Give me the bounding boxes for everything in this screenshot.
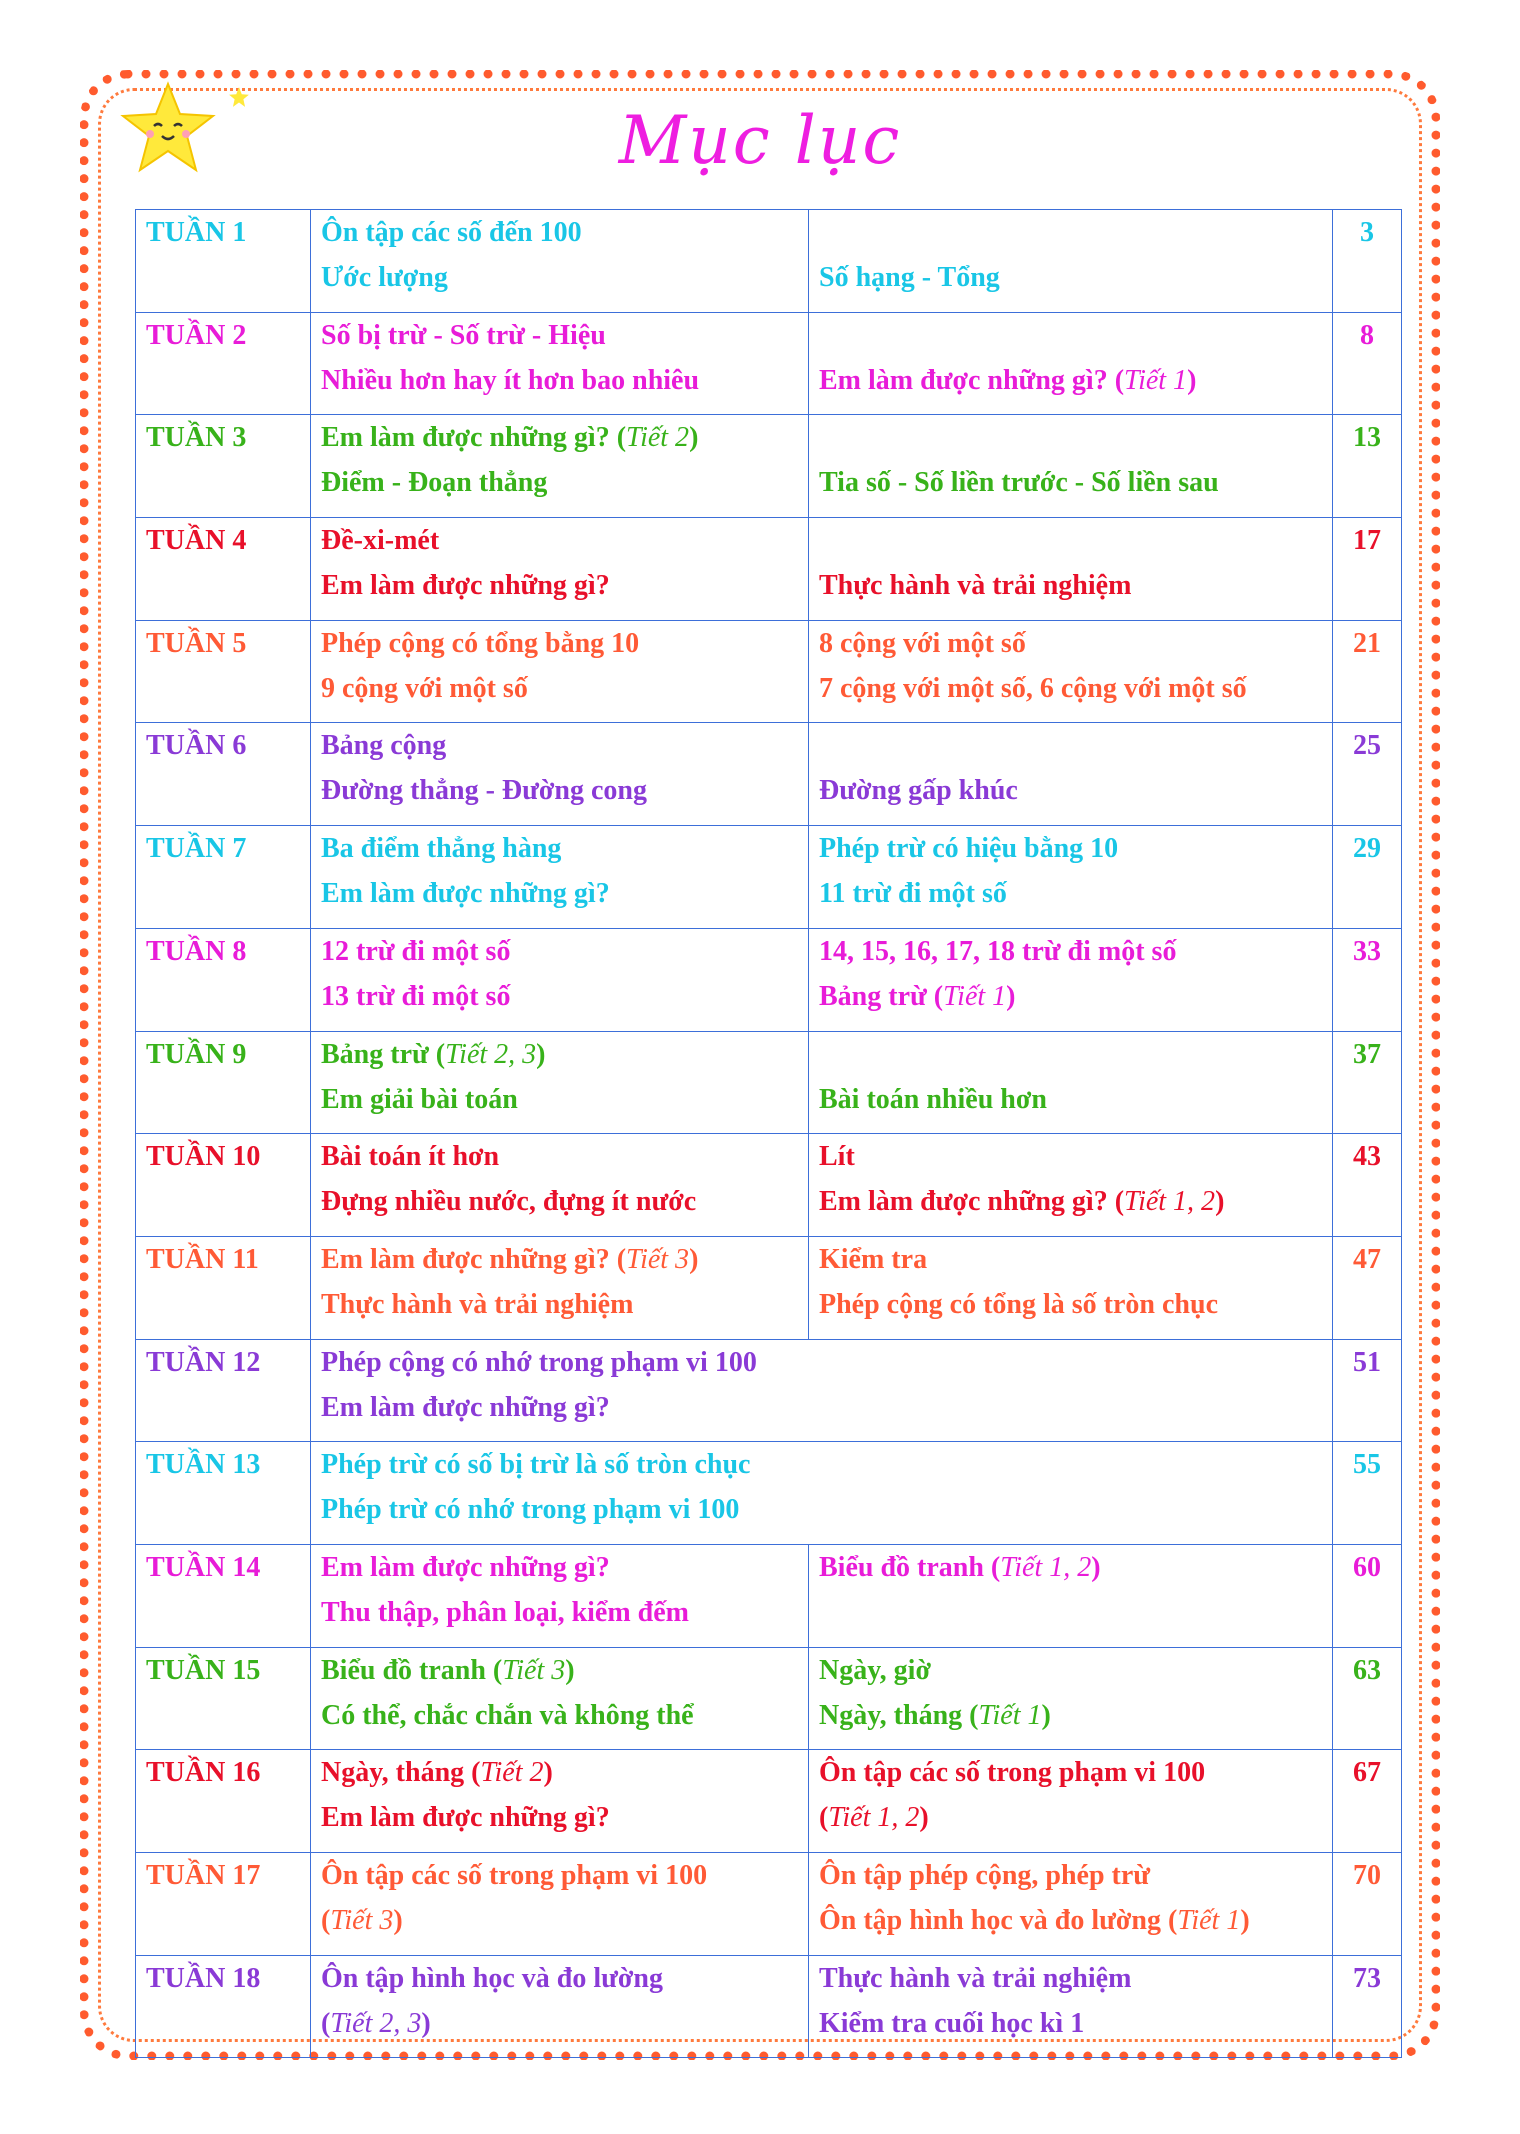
lesson-title: Em làm được những gì? (Tiết 1, 2): [819, 1186, 1225, 1218]
lesson-title: Ngày, tháng (Tiết 1): [819, 1699, 1051, 1731]
lesson-title: Phép trừ có hiệu bằng 10: [819, 833, 1119, 865]
toc-row: [136, 518, 1402, 621]
lesson-title-lesson-note: Tiết 2: [626, 422, 690, 454]
toc-row: [136, 1236, 1402, 1339]
lesson-title: Kiểm tra: [819, 1243, 928, 1275]
lesson-cell-right: [809, 1853, 1333, 1956]
lesson-cell-left: [311, 1031, 809, 1134]
lesson-cell-right: [809, 1544, 1333, 1647]
lesson-title: Em làm được những gì?: [321, 878, 610, 910]
toc-row: [136, 1544, 1402, 1647]
page-number: 43: [1333, 1134, 1402, 1237]
lesson-title: Ôn tập các số trong phạm vi 100: [321, 1860, 708, 1891]
page-number: 47: [1333, 1236, 1402, 1339]
page-number: 70: [1333, 1853, 1402, 1956]
lesson-title: (Tiết 2, 3): [321, 2007, 431, 2039]
lesson-title: 7 cộng với một số, 6 cộng với một số: [819, 672, 1247, 704]
lesson-cell-left: [311, 928, 809, 1031]
toc-row: [136, 415, 1402, 518]
week-label: TUẦN 12: [136, 1339, 311, 1442]
toc-row: [136, 826, 1402, 929]
lesson-title: Ôn tập các số đến 100: [321, 217, 582, 248]
lesson-title: Điểm - Đoạn thẳng: [321, 467, 548, 499]
lesson-title: 8 cộng với một số: [819, 627, 1026, 659]
week-label: TUẦN 15: [136, 1647, 311, 1750]
lesson-title: Em làm được những gì?: [321, 1391, 610, 1423]
page-number: 51: [1333, 1339, 1402, 1442]
lesson-title: Phép cộng có tổng bằng 10: [321, 627, 640, 659]
lesson-title: [819, 1590, 1322, 1635]
lesson-cell-left: [311, 210, 809, 313]
lesson-cell-left: [311, 620, 809, 723]
toc-row: [136, 1853, 1402, 1956]
lesson-title: Bài toán ít hơn: [321, 1141, 500, 1173]
lesson-title-lesson-note: Tiết 1: [1177, 1905, 1241, 1936]
lesson-cell-left: [311, 312, 809, 415]
week-label: TUẦN 8: [136, 928, 311, 1031]
lesson-title-lesson-note: Tiết 2, 3: [330, 2007, 422, 2039]
lesson-title: Em làm được những gì?: [321, 1551, 610, 1583]
page-number: 29: [1333, 826, 1402, 929]
toc-row: [136, 620, 1402, 723]
week-label: TUẦN 5: [136, 620, 311, 723]
lesson-title: Phép cộng có nhớ trong phạm vi 100: [321, 1346, 757, 1378]
toc-row: [136, 312, 1402, 415]
lesson-cell-left: [311, 826, 809, 929]
toc-row: [136, 1339, 1402, 1442]
lesson-title: Biểu đồ tranh (Tiết 1, 2): [819, 1551, 1101, 1583]
lesson-cell-left: [311, 1750, 809, 1853]
lesson-cell-left: [311, 1647, 809, 1750]
page-number: 67: [1333, 1750, 1402, 1853]
lesson-title: Ngày, tháng (Tiết 2): [321, 1757, 553, 1789]
week-label: TUẦN 13: [136, 1442, 311, 1545]
lesson-cell-right: [809, 1134, 1333, 1237]
lesson-title-lesson-note: Tiết 1, 2: [828, 1802, 920, 1834]
lesson-title: Em làm được những gì?: [321, 570, 610, 602]
lesson-title: Em làm được những gì?: [321, 1802, 610, 1834]
toc-row: [136, 1750, 1402, 1853]
week-label: TUẦN 7: [136, 826, 311, 929]
lesson-title: Phép trừ có số bị trừ là số tròn chục: [321, 1449, 751, 1481]
lesson-cell-right: [809, 415, 1333, 518]
week-label: TUẦN 14: [136, 1544, 311, 1647]
toc-row: [136, 723, 1402, 826]
lesson-cell-right: [809, 620, 1333, 723]
toc-row: [136, 1955, 1402, 2058]
lesson-cell-right: [809, 1031, 1333, 1134]
lesson-cell-right: [809, 518, 1333, 621]
lesson-title-lesson-note: Tiết 2, 3: [445, 1038, 537, 1070]
lesson-cell-left: [311, 1853, 809, 1956]
lesson-title-lesson-note: Tiết 1, 2: [1124, 1186, 1216, 1218]
lesson-title-lesson-note: Tiết 1: [1124, 364, 1188, 396]
week-label: TUẦN 1: [136, 210, 311, 313]
lesson-title: Ba điểm thẳng hàng: [321, 833, 562, 865]
lesson-title: Phép cộng có tổng là số tròn chục: [819, 1288, 1218, 1320]
page-number: 55: [1333, 1442, 1402, 1545]
toc-row: [136, 1442, 1402, 1545]
lesson-title: (Tiết 3): [321, 1905, 403, 1936]
lesson-title: Thực hành và trải nghiệm: [819, 570, 1132, 602]
lesson-cell-left: [311, 518, 809, 621]
lesson-cell-left: [311, 1134, 809, 1237]
lesson-title: Ôn tập hình học và đo lường: [321, 1962, 663, 1994]
week-label: TUẦN 3: [136, 415, 311, 518]
week-label: TUẦN 16: [136, 1750, 311, 1853]
lesson-title: Lít: [819, 1141, 855, 1173]
lesson-title: [819, 723, 1322, 768]
lesson-cell-left: [311, 1544, 809, 1647]
week-label: TUẦN 11: [136, 1236, 311, 1339]
lesson-title: Có thể, chắc chắn và không thể: [321, 1699, 694, 1731]
lesson-title: [819, 313, 1322, 358]
lesson-title: Phép trừ có nhớ trong phạm vi 100: [321, 1494, 740, 1526]
lesson-cell-right: [809, 723, 1333, 826]
lesson-title: Em làm được những gì? (Tiết 1): [819, 364, 1197, 396]
lesson-title: Ôn tập phép cộng, phép trừ: [819, 1860, 1151, 1891]
lesson-title: 11 trừ đi một số: [819, 878, 1007, 910]
lesson-cell-right: [809, 210, 1333, 313]
lesson-title: Ước lượng: [321, 262, 448, 293]
lesson-title: Em giải bài toán: [321, 1083, 518, 1115]
lesson-title: Tia số - Số liền trước - Số liền sau: [819, 467, 1219, 499]
lesson-title: [819, 415, 1322, 460]
table-of-contents: [135, 209, 1402, 2058]
page-number: 33: [1333, 928, 1402, 1031]
lesson-cell-right: [809, 928, 1333, 1031]
lesson-title: Ngày, giờ: [819, 1654, 931, 1686]
lesson-cell-left: [311, 1236, 809, 1339]
week-label: TUẦN 17: [136, 1853, 311, 1956]
lesson-cell-left: [311, 415, 809, 518]
lesson-title: 14, 15, 16, 17, 18 trừ đi một số: [819, 935, 1177, 967]
lesson-title: Biểu đồ tranh (Tiết 3): [321, 1654, 575, 1686]
page-number: 3: [1333, 210, 1402, 313]
page-number: 63: [1333, 1647, 1402, 1750]
lesson-cell-right: [809, 1955, 1333, 2058]
week-label: TUẦN 9: [136, 1031, 311, 1134]
lesson-title: 9 cộng với một số: [321, 672, 528, 704]
lesson-title: Ôn tập hình học và đo lường (Tiết 1): [819, 1905, 1250, 1936]
lesson-title: Đường gấp khúc: [819, 775, 1018, 807]
toc-row: [136, 1134, 1402, 1237]
page-number: 73: [1333, 1955, 1402, 2058]
lesson-title: Ôn tập các số trong phạm vi 100: [819, 1757, 1206, 1789]
week-label: TUẦN 2: [136, 312, 311, 415]
lesson-title: Bảng trừ (Tiết 2, 3): [321, 1038, 546, 1070]
page-number: 21: [1333, 620, 1402, 723]
lesson-title: Đề-xi-mét: [321, 525, 440, 557]
lesson-title: Bảng trừ (Tiết 1): [819, 980, 1016, 1012]
lesson-cell-right: [809, 826, 1333, 929]
lesson-cell-left: [311, 723, 809, 826]
lesson-title-lesson-note: Tiết 3: [626, 1243, 690, 1275]
lesson-title: [819, 1032, 1322, 1077]
page-number: 60: [1333, 1544, 1402, 1647]
page-number: 25: [1333, 723, 1402, 826]
lesson-title: (Tiết 1, 2): [819, 1802, 929, 1834]
week-label: TUẦN 4: [136, 518, 311, 621]
toc-row: [136, 1031, 1402, 1134]
lesson-title: Kiểm tra cuối học kì 1: [819, 2007, 1085, 2039]
lesson-title: Em làm được những gì? (Tiết 3): [321, 1243, 699, 1275]
lesson-title: Em làm được những gì? (Tiết 2): [321, 422, 699, 454]
week-label: TUẦN 10: [136, 1134, 311, 1237]
lesson-title: 12 trừ đi một số: [321, 935, 511, 967]
lesson-title-lesson-note: Tiết 2: [480, 1757, 544, 1789]
lesson-title: Bảng cộng: [321, 730, 447, 762]
lesson-title: Thực hành và trải nghiệm: [321, 1288, 634, 1320]
lesson-title: Nhiều hơn hay ít hơn bao nhiêu: [321, 364, 700, 396]
page-number: 13: [1333, 415, 1402, 518]
lesson-cell-left: [311, 1955, 809, 2058]
lesson-title: Thu thập, phân loại, kiểm đếm: [321, 1596, 689, 1628]
lesson-title: Bài toán nhiều hơn: [819, 1083, 1047, 1115]
lesson-title: 13 trừ đi một số: [321, 980, 511, 1012]
toc-row: [136, 928, 1402, 1031]
page-number: 37: [1333, 1031, 1402, 1134]
lesson-title: Thực hành và trải nghiệm: [819, 1962, 1132, 1994]
week-label: TUẦN 6: [136, 723, 311, 826]
lesson-title: Số hạng - Tổng: [819, 262, 1000, 293]
lesson-title: [819, 518, 1322, 563]
page-title: Mục lục: [618, 102, 902, 179]
lesson-cell-right: [809, 1647, 1333, 1750]
lesson-cell-left: [311, 1339, 1333, 1442]
lesson-title: Số bị trừ - Số trừ - Hiệu: [321, 319, 606, 351]
lesson-cell-right: [809, 1236, 1333, 1339]
lesson-cell-right: [809, 312, 1333, 415]
page-number: 8: [1333, 312, 1402, 415]
lesson-title-lesson-note: Tiết 1, 2: [1000, 1551, 1092, 1583]
lesson-title-lesson-note: Tiết 1: [978, 1699, 1042, 1731]
toc-row: [136, 1647, 1402, 1750]
lesson-title-lesson-note: Tiết 3: [502, 1654, 566, 1686]
lesson-title-lesson-note: Tiết 1: [943, 980, 1007, 1012]
lesson-title: Đường thẳng - Đường cong: [321, 775, 647, 807]
lesson-title-lesson-note: Tiết 3: [330, 1905, 394, 1936]
lesson-title: Đựng nhiều nước, đựng ít nước: [321, 1186, 697, 1218]
week-label: TUẦN 18: [136, 1955, 311, 2058]
lesson-title: [819, 210, 1322, 255]
lesson-cell-right: [809, 1750, 1333, 1853]
lesson-cell-left: [311, 1442, 1333, 1545]
toc-row: [136, 210, 1402, 313]
page-number: 17: [1333, 518, 1402, 621]
